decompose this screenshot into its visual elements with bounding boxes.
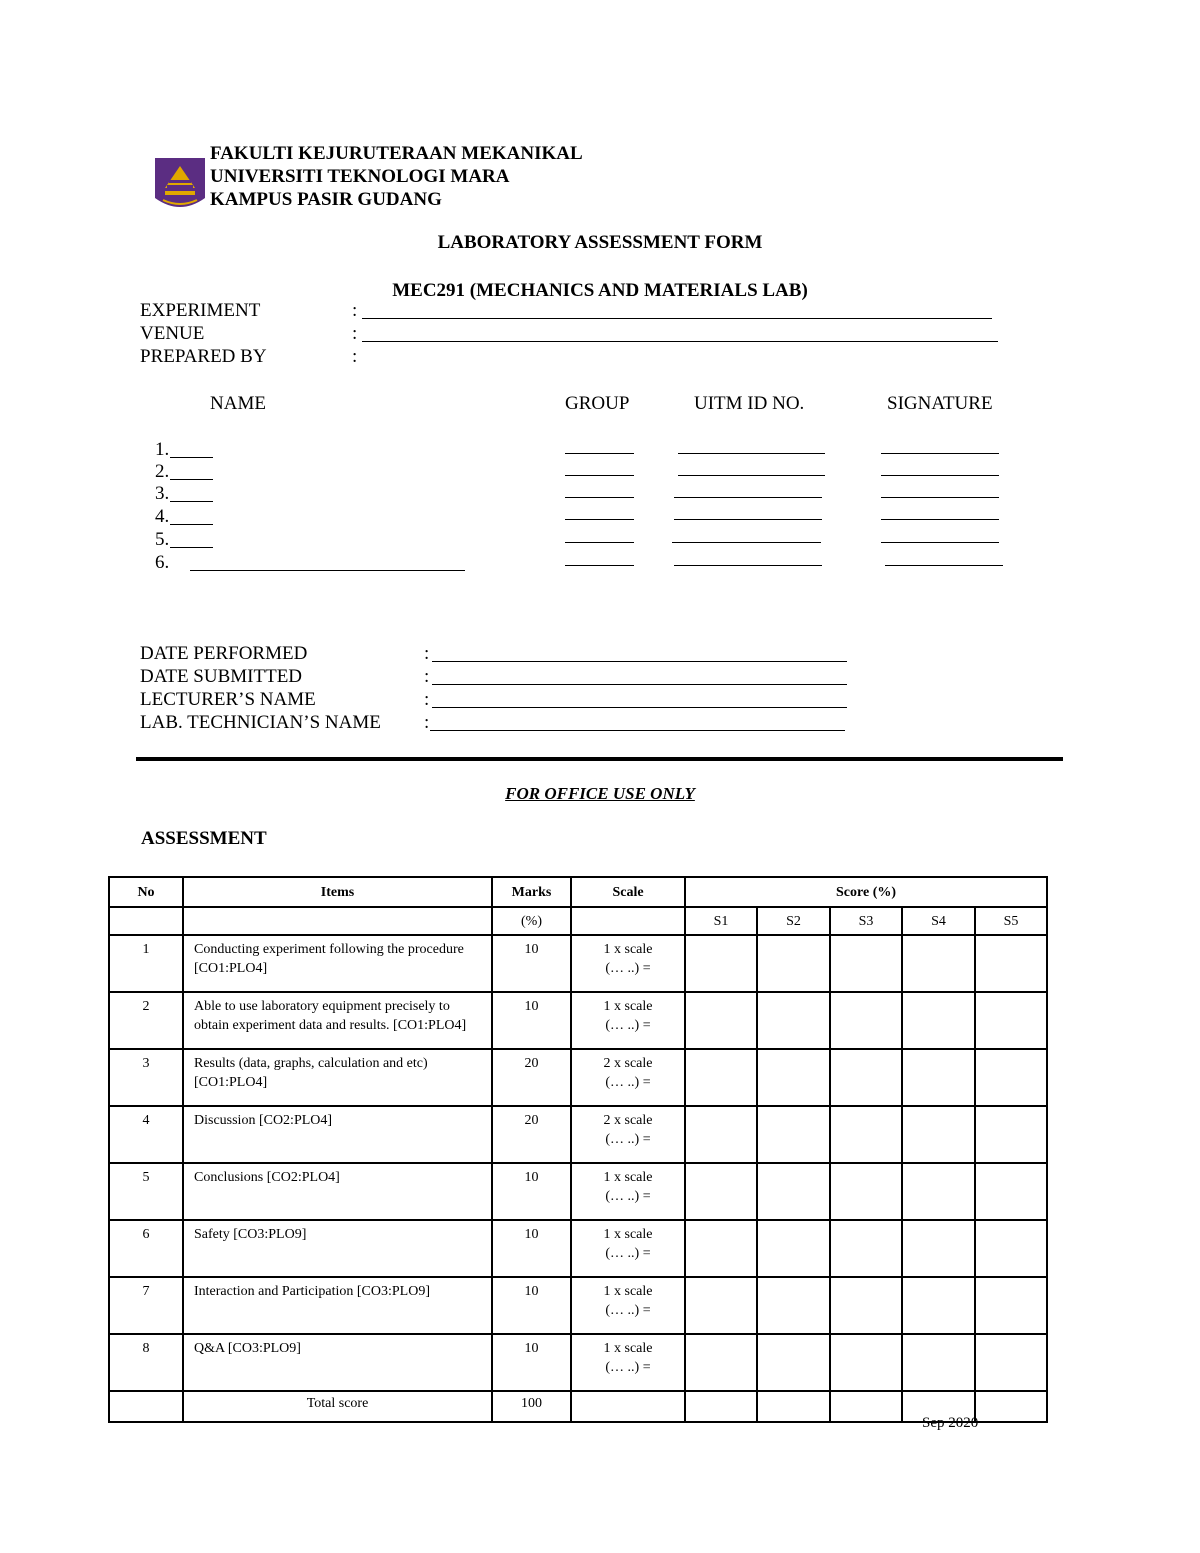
row-scale: 1 x scale (… ..) =: [571, 1277, 685, 1334]
row-marks: 20: [492, 1106, 571, 1163]
no-header: No: [109, 877, 183, 907]
row-number: 1: [109, 935, 183, 992]
row-number: 2: [109, 992, 183, 1049]
venue-label: VENUE: [140, 323, 205, 344]
table-row: [109, 935, 1047, 992]
row-number: 6: [109, 1220, 183, 1277]
score-cell[interactable]: [685, 1220, 757, 1277]
row-scale: 1 x scale (… ..) =: [571, 935, 685, 992]
score-cell[interactable]: [685, 1334, 757, 1391]
marks-unit: (%): [492, 907, 571, 935]
row-marks: 10: [492, 1334, 571, 1391]
score-cell[interactable]: [757, 1106, 830, 1163]
row-item: Discussion [CO2:PLO4]: [183, 1106, 492, 1163]
member-signature-field[interactable]: [881, 453, 999, 454]
table-row: [109, 1277, 1047, 1334]
lecturer-label: LECTURER’S NAME: [140, 689, 316, 710]
row-marks: 10: [492, 992, 571, 1049]
assessment-title: ASSESSMENT: [141, 828, 267, 849]
score-cell[interactable]: [685, 1163, 757, 1220]
course-title: MEC291 (MECHANICS AND MATERIALS LAB): [392, 280, 808, 301]
total-label: Total score: [183, 1391, 492, 1422]
experiment-field[interactable]: [362, 318, 992, 319]
total-score-cell[interactable]: [757, 1391, 830, 1422]
score-cell[interactable]: [757, 992, 830, 1049]
id-header: UITM ID NO.: [694, 393, 805, 414]
colon: :: [424, 689, 430, 710]
score-cell[interactable]: [975, 1334, 1047, 1391]
score-cell[interactable]: [830, 1163, 902, 1220]
marks-header: Marks: [492, 877, 571, 907]
score-cell[interactable]: [685, 992, 757, 1049]
signature-header: SIGNATURE: [887, 393, 993, 414]
score-cell[interactable]: [975, 1277, 1047, 1334]
row-item: Safety [CO3:PLO9]: [183, 1220, 492, 1277]
total-row: [109, 1391, 1047, 1422]
member-group-field[interactable]: [565, 475, 634, 476]
colon: :: [424, 643, 430, 664]
colon: :: [424, 666, 430, 687]
table-row: [109, 1049, 1047, 1106]
colon: :: [352, 323, 358, 344]
row-number: 3: [109, 1049, 183, 1106]
row-scale: 2 x scale (… ..) =: [571, 1106, 685, 1163]
member-name-field[interactable]: [170, 457, 213, 458]
score-cell[interactable]: [975, 1106, 1047, 1163]
row-marks: 10: [492, 1220, 571, 1277]
score-cell[interactable]: [902, 992, 975, 1049]
colon: :: [352, 300, 358, 321]
date-performed-field[interactable]: [432, 661, 847, 662]
member-signature-field[interactable]: [881, 519, 999, 520]
score-cell[interactable]: [975, 935, 1047, 992]
member-name-field[interactable]: [170, 524, 213, 525]
campus-name: KAMPUS PASIR GUDANG: [210, 189, 442, 210]
total-score-cell[interactable]: [975, 1391, 1047, 1422]
member-id-field[interactable]: [674, 497, 822, 498]
row-item: Q&A [CO3:PLO9]: [183, 1334, 492, 1391]
score-cell[interactable]: [830, 1220, 902, 1277]
s4-header: S4: [902, 907, 975, 935]
score-cell[interactable]: [830, 1049, 902, 1106]
date-submitted-label: DATE SUBMITTED: [140, 666, 303, 687]
score-cell[interactable]: [830, 1334, 902, 1391]
lecturer-field[interactable]: [432, 707, 847, 708]
member-group-field[interactable]: [565, 497, 634, 498]
scale-header: Scale: [571, 877, 685, 907]
venue-field[interactable]: [362, 341, 998, 342]
score-cell[interactable]: [685, 1277, 757, 1334]
row-item: Interaction and Participation [CO3:PLO9]: [183, 1277, 492, 1334]
member-name-field[interactable]: [190, 570, 465, 571]
score-cell[interactable]: [830, 935, 902, 992]
score-cell[interactable]: [902, 1220, 975, 1277]
score-cell[interactable]: [975, 1163, 1047, 1220]
table-row: [109, 1334, 1047, 1391]
member-group-field[interactable]: [565, 453, 634, 454]
technician-label: LAB. TECHNICIAN’S NAME: [140, 712, 381, 733]
score-cell[interactable]: [975, 1049, 1047, 1106]
total-score-cell[interactable]: [830, 1391, 902, 1422]
s2-header: S2: [757, 907, 830, 935]
score-cell[interactable]: [830, 1106, 902, 1163]
score-cell[interactable]: [902, 935, 975, 992]
member-name-field[interactable]: [170, 547, 213, 548]
score-cell[interactable]: [902, 1163, 975, 1220]
member-number: 2.: [155, 461, 170, 482]
score-header: Score (%): [685, 877, 1047, 907]
s5-header: S5: [975, 907, 1047, 935]
row-scale: 1 x scale (… ..) =: [571, 992, 685, 1049]
member-signature-field[interactable]: [881, 497, 999, 498]
row-item: Conducting experiment following the procedure [CO1:PLO4]: [183, 935, 492, 992]
date-performed-label: DATE PERFORMED: [140, 643, 308, 664]
score-cell[interactable]: [975, 1220, 1047, 1277]
score-cell[interactable]: [757, 1049, 830, 1106]
member-group-field[interactable]: [565, 542, 634, 543]
score-cell[interactable]: [975, 992, 1047, 1049]
row-number: 8: [109, 1334, 183, 1391]
score-cell[interactable]: [830, 992, 902, 1049]
total-marks: 100: [492, 1391, 571, 1422]
university-name: UNIVERSITI TEKNOLOGI MARA: [210, 166, 510, 187]
member-id-field[interactable]: [674, 565, 822, 566]
row-scale: 1 x scale (… ..) =: [571, 1163, 685, 1220]
colon: :: [352, 346, 358, 367]
technician-field[interactable]: [430, 730, 845, 731]
items-header: Items: [183, 877, 492, 907]
assessment-table: [108, 876, 1048, 1423]
score-cell[interactable]: [757, 1163, 830, 1220]
row-item: Able to use laboratory equipment precisely to obtain experiment data and results. [CO1:PLO4]: [183, 992, 492, 1049]
row-scale: 2 x scale (… ..) =: [571, 1049, 685, 1106]
score-cell[interactable]: [830, 1277, 902, 1334]
footer-date: Sep 2020: [922, 1415, 979, 1431]
s1-header: S1: [685, 907, 757, 935]
member-group-field[interactable]: [565, 565, 634, 566]
member-number: 3.: [155, 483, 170, 504]
table-header-row: [109, 877, 1047, 907]
member-number: 1.: [155, 439, 170, 460]
group-header: GROUP: [565, 393, 630, 414]
table-row: [109, 1106, 1047, 1163]
score-cell[interactable]: [902, 1334, 975, 1391]
score-cell[interactable]: [757, 1334, 830, 1391]
row-number: 5: [109, 1163, 183, 1220]
section-divider: [136, 757, 1063, 761]
score-cell[interactable]: [685, 1049, 757, 1106]
table-row: [109, 992, 1047, 1049]
row-number: 4: [109, 1106, 183, 1163]
row-marks: 10: [492, 1277, 571, 1334]
name-header: NAME: [210, 393, 266, 414]
total-scale-cell[interactable]: [571, 1391, 685, 1422]
score-cell[interactable]: [685, 1106, 757, 1163]
score-cell[interactable]: [757, 1277, 830, 1334]
member-id-field[interactable]: [674, 519, 822, 520]
member-id-field[interactable]: [672, 542, 821, 543]
table-row: [109, 1163, 1047, 1220]
member-number: 6.: [155, 552, 170, 573]
score-cell[interactable]: [902, 1106, 975, 1163]
colon: :: [424, 712, 430, 733]
member-signature-field[interactable]: [885, 565, 1003, 566]
member-number: 5.: [155, 529, 170, 550]
prepared-by-label: PREPARED BY: [140, 346, 267, 367]
member-signature-field[interactable]: [881, 542, 999, 543]
row-item: Conclusions [CO2:PLO4]: [183, 1163, 492, 1220]
experiment-label: EXPERIMENT: [140, 300, 261, 321]
row-marks: 10: [492, 935, 571, 992]
row-number: 7: [109, 1277, 183, 1334]
faculty-name: FAKULTI KEJURUTERAAN MEKANIKAL: [210, 143, 583, 164]
row-scale: 1 x scale (… ..) =: [571, 1220, 685, 1277]
score-cell[interactable]: [757, 935, 830, 992]
member-name-field[interactable]: [170, 479, 213, 480]
total-score-cell[interactable]: [685, 1391, 757, 1422]
score-cell[interactable]: [685, 935, 757, 992]
member-group-field[interactable]: [565, 519, 634, 520]
member-number: 4.: [155, 506, 170, 527]
member-name-field[interactable]: [170, 501, 213, 502]
date-submitted-field[interactable]: [432, 684, 847, 685]
row-marks: 10: [492, 1163, 571, 1220]
office-use-heading: FOR OFFICE USE ONLY: [505, 784, 695, 803]
member-id-field[interactable]: [678, 475, 825, 476]
member-id-field[interactable]: [678, 453, 825, 454]
score-cell[interactable]: [757, 1220, 830, 1277]
table-row: [109, 1220, 1047, 1277]
row-scale: 1 x scale (… ..) =: [571, 1334, 685, 1391]
form-title: LABORATORY ASSESSMENT FORM: [437, 232, 763, 253]
row-item: Results (data, graphs, calculation and etc) [CO1:PLO4]: [183, 1049, 492, 1106]
score-cell[interactable]: [902, 1049, 975, 1106]
member-signature-field[interactable]: [881, 475, 999, 476]
s3-header: S3: [830, 907, 902, 935]
row-marks: 20: [492, 1049, 571, 1106]
score-cell[interactable]: [902, 1277, 975, 1334]
uitm-logo: [155, 158, 205, 214]
table-subheader-row: [109, 907, 1047, 935]
